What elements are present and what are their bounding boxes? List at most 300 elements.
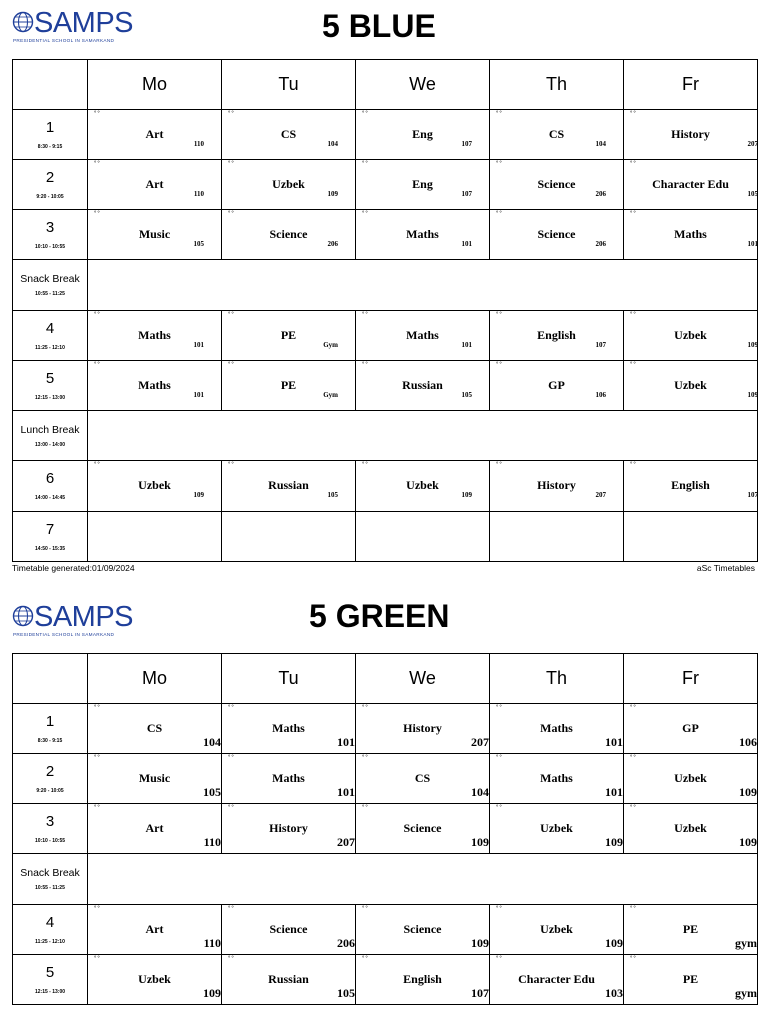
period-cell <box>13 804 88 854</box>
lesson-marker: °° <box>630 956 637 962</box>
lesson-room: 107 <box>595 341 606 349</box>
lesson-room: 109 <box>193 491 204 499</box>
lesson-cell[interactable] <box>356 754 490 804</box>
lesson-subject: CS <box>548 127 565 141</box>
lesson-cell[interactable] <box>624 704 758 754</box>
lesson-room: 109 <box>739 785 757 799</box>
period-cell <box>13 955 88 1005</box>
lesson-room: 109 <box>461 491 472 499</box>
lesson-subject: Maths <box>674 227 707 241</box>
globe-icon <box>12 604 34 628</box>
lesson-subject: Maths <box>406 227 439 241</box>
lesson-marker: °° <box>496 312 503 318</box>
period-row <box>13 754 758 804</box>
period-time: 14:00 - 14:45 <box>34 495 66 501</box>
period-time: 9:20 - 10:05 <box>36 787 64 794</box>
lesson-cell[interactable] <box>490 804 624 854</box>
lesson-room: 109 <box>739 835 757 849</box>
lesson-room: 104 <box>203 735 221 749</box>
corner-cell <box>13 60 88 110</box>
period-time: 14:50 - 15:35 <box>34 545 66 552</box>
period-number: 1 <box>45 118 55 136</box>
day-header-fr: Fr <box>624 654 758 704</box>
period-number: 2 <box>45 168 55 186</box>
lesson-subject: Music <box>138 771 171 785</box>
period-cell <box>13 905 88 955</box>
lesson-cell[interactable] <box>88 110 222 160</box>
lesson-cell[interactable] <box>222 160 356 210</box>
period-time: 8:30 - 9:15 <box>37 737 63 744</box>
lesson-cell[interactable] <box>624 110 758 160</box>
class-title: 5 BLUE <box>322 8 436 44</box>
lesson-subject: History <box>671 127 710 141</box>
lesson-marker: °° <box>630 111 637 117</box>
lesson-subject: Art <box>145 127 164 141</box>
lesson-cell[interactable] <box>624 754 758 804</box>
lesson-subject: History <box>537 478 576 492</box>
lesson-cell[interactable] <box>222 361 356 411</box>
timetable-generated-note: Timetable generated:01/09/2024 <box>12 563 135 573</box>
lesson-cell[interactable] <box>490 905 624 955</box>
period-row <box>13 110 758 160</box>
timetable-grid <box>12 59 758 562</box>
period-time: 12:15 - 13:00 <box>34 988 66 995</box>
lesson-marker: °° <box>228 111 235 117</box>
logo-subtitle: PRESIDENTIAL SCHOOL IN SAMARKAND <box>13 632 115 637</box>
lesson-marker: °° <box>94 362 101 368</box>
lesson-subject: Uzbek <box>674 821 707 835</box>
lesson-marker: °° <box>362 111 369 117</box>
period-cell <box>13 754 88 804</box>
lesson-cell[interactable] <box>88 955 222 1005</box>
lesson-room: 207 <box>595 491 606 499</box>
lesson-cell[interactable] <box>88 512 222 562</box>
period-cell <box>13 361 88 411</box>
lesson-cell[interactable] <box>222 461 356 512</box>
break-label: Lunch Break <box>20 423 80 436</box>
lesson-cell[interactable] <box>222 311 356 361</box>
lesson-cell[interactable] <box>88 160 222 210</box>
lesson-room: 109 <box>747 391 758 399</box>
lesson-room: 101 <box>605 785 623 799</box>
lesson-marker: °° <box>630 211 637 217</box>
lesson-subject: Uzbek <box>272 177 305 191</box>
lesson-marker: °° <box>496 906 503 912</box>
lesson-marker: °° <box>228 906 235 912</box>
lesson-cell[interactable] <box>624 160 758 210</box>
lesson-marker: °° <box>496 111 503 117</box>
lesson-room: 101 <box>461 240 472 248</box>
lesson-cell[interactable] <box>624 361 758 411</box>
lesson-subject: Eng <box>412 177 433 191</box>
period-number: 1 <box>45 712 55 730</box>
lesson-cell[interactable] <box>624 955 758 1005</box>
period-row <box>13 461 758 512</box>
lesson-subject: Character Edu <box>652 177 729 191</box>
lesson-room: 206 <box>337 936 355 950</box>
lesson-subject: Maths <box>406 328 439 342</box>
lesson-subject: Art <box>145 922 164 936</box>
lesson-marker: °° <box>228 462 235 468</box>
lesson-subject: Maths <box>272 721 305 735</box>
lesson-subject: Art <box>145 821 164 835</box>
period-time: 12:15 - 13:00 <box>34 394 66 401</box>
period-cell <box>13 160 88 210</box>
period-row <box>13 955 758 1005</box>
lesson-subject: Maths <box>272 771 305 785</box>
lesson-marker: °° <box>362 362 369 368</box>
lesson-cell[interactable] <box>88 804 222 854</box>
lesson-marker: °° <box>496 211 503 217</box>
lesson-marker: °° <box>630 312 637 318</box>
period-row <box>13 210 758 260</box>
school-logo <box>12 7 134 44</box>
break-label-cell <box>13 260 88 311</box>
lesson-marker: °° <box>228 211 235 217</box>
lesson-subject: Maths <box>138 328 171 342</box>
lesson-marker: °° <box>630 362 637 368</box>
lesson-marker: °° <box>94 111 101 117</box>
lesson-marker: °° <box>496 161 503 167</box>
lesson-cell[interactable] <box>88 905 222 955</box>
break-time: 10:55 - 11:25 <box>35 291 65 297</box>
break-time: 13:00 - 14:00 <box>34 441 66 448</box>
period-time: 11:25 - 12:10 <box>35 938 65 945</box>
lesson-marker: °° <box>362 705 369 711</box>
lesson-subject: Maths <box>138 378 171 392</box>
period-cell <box>13 110 88 160</box>
period-cell <box>13 512 88 562</box>
lesson-subject: History <box>269 821 308 835</box>
lesson-subject: English <box>403 972 442 986</box>
day-header-tu: Tu <box>222 60 356 110</box>
lesson-subject: English <box>671 478 710 492</box>
lesson-cell[interactable] <box>356 361 490 411</box>
lesson-cell[interactable] <box>88 704 222 754</box>
lesson-room: 101 <box>337 735 355 749</box>
lesson-marker: °° <box>362 956 369 962</box>
corner-cell <box>13 654 88 704</box>
lesson-cell[interactable] <box>490 110 624 160</box>
lesson-room: 206 <box>595 240 606 248</box>
lesson-marker: °° <box>496 362 503 368</box>
lesson-cell[interactable] <box>490 160 624 210</box>
lesson-subject: Uzbek <box>540 821 573 835</box>
lesson-cell[interactable] <box>222 704 356 754</box>
lesson-cell[interactable] <box>356 512 490 562</box>
lesson-marker: °° <box>228 755 235 761</box>
period-number: 4 <box>45 319 55 337</box>
lesson-cell[interactable] <box>624 512 758 562</box>
lesson-room: gym <box>735 936 757 950</box>
lesson-cell[interactable] <box>624 905 758 955</box>
lesson-cell[interactable] <box>490 512 624 562</box>
period-time: 8:30 - 9:15 <box>37 143 63 150</box>
period-row <box>13 361 758 411</box>
lesson-marker: °° <box>228 956 235 962</box>
lesson-cell[interactable] <box>222 110 356 160</box>
lesson-marker: °° <box>630 705 637 711</box>
lesson-room: 109 <box>605 835 623 849</box>
lesson-room: 107 <box>471 986 489 1000</box>
class-title: 5 GREEN <box>309 598 450 634</box>
period-cell <box>13 704 88 754</box>
break-row <box>13 411 758 461</box>
period-number: 3 <box>45 812 55 830</box>
lesson-marker: °° <box>228 705 235 711</box>
lesson-marker: °° <box>630 462 637 468</box>
break-span <box>88 854 758 905</box>
lesson-cell[interactable] <box>624 804 758 854</box>
day-header-tu: Tu <box>222 654 356 704</box>
lesson-cell[interactable] <box>490 361 624 411</box>
lesson-room: 105 <box>327 491 338 499</box>
lesson-subject: Character Edu <box>518 972 595 986</box>
lesson-cell[interactable] <box>490 754 624 804</box>
lesson-marker: °° <box>496 805 503 811</box>
break-row <box>13 260 758 311</box>
lesson-subject: CS <box>146 721 163 735</box>
lesson-room: 101 <box>605 735 623 749</box>
period-time: 10:10 - 10:55 <box>34 243 66 250</box>
lesson-room: 110 <box>203 835 221 849</box>
lesson-room: 105 <box>203 785 221 799</box>
lesson-room: 109 <box>471 936 489 950</box>
break-label-cell <box>13 411 88 461</box>
lesson-subject: Music <box>138 227 171 241</box>
lesson-room: 101 <box>193 341 204 349</box>
lesson-marker: °° <box>496 755 503 761</box>
lesson-cell[interactable] <box>490 461 624 512</box>
lesson-subject: PE <box>280 378 297 392</box>
lesson-cell[interactable] <box>624 311 758 361</box>
logo-subtitle: PRESIDENTIAL SCHOOL IN SAMARKAND <box>13 38 115 43</box>
break-time: 10:55 - 11:25 <box>35 885 65 891</box>
lesson-subject: Russian <box>402 378 443 392</box>
lesson-marker: °° <box>94 462 101 468</box>
lesson-room: 104 <box>595 140 606 148</box>
lesson-room: 107 <box>461 140 472 148</box>
lesson-subject: Uzbek <box>406 478 439 492</box>
asc-credit: aSc Timetables <box>696 563 755 573</box>
lesson-cell[interactable] <box>222 905 356 955</box>
period-number: 3 <box>45 218 55 236</box>
lesson-room: 105 <box>461 391 472 399</box>
lesson-cell[interactable] <box>88 361 222 411</box>
day-header-row <box>13 60 758 110</box>
lesson-subject: Uzbek <box>138 972 171 986</box>
lesson-cell[interactable] <box>88 461 222 512</box>
lesson-subject: Eng <box>412 127 433 141</box>
lesson-marker: °° <box>362 312 369 318</box>
lesson-marker: °° <box>496 705 503 711</box>
lesson-room: 105 <box>747 190 758 198</box>
lesson-cell[interactable] <box>490 311 624 361</box>
lesson-cell[interactable] <box>490 210 624 260</box>
period-row <box>13 512 758 562</box>
lesson-cell[interactable] <box>88 210 222 260</box>
lesson-room: 109 <box>747 341 758 349</box>
lesson-subject: Uzbek <box>138 478 171 492</box>
lesson-subject: PE <box>682 922 699 936</box>
lesson-subject: Science <box>403 821 442 835</box>
timetable-2 <box>0 594 768 1024</box>
timetable-grid <box>12 653 758 1005</box>
lesson-room: 109 <box>605 936 623 950</box>
lesson-marker: °° <box>228 362 235 368</box>
lesson-room: 107 <box>747 491 758 499</box>
break-label-cell <box>13 854 88 905</box>
period-cell <box>13 210 88 260</box>
lesson-cell[interactable] <box>356 311 490 361</box>
lesson-subject: History <box>403 721 442 735</box>
lesson-room: 109 <box>327 190 338 198</box>
lesson-cell[interactable] <box>356 905 490 955</box>
lesson-room: 105 <box>193 240 204 248</box>
lesson-cell[interactable] <box>356 110 490 160</box>
period-cell <box>13 461 88 512</box>
lesson-room: 206 <box>327 240 338 248</box>
day-header-mo: Mo <box>88 60 222 110</box>
lesson-cell[interactable] <box>490 955 624 1005</box>
lesson-room: 107 <box>461 190 472 198</box>
lesson-cell[interactable] <box>356 160 490 210</box>
lesson-subject: Science <box>269 922 308 936</box>
lesson-marker: °° <box>228 805 235 811</box>
lesson-cell[interactable] <box>88 311 222 361</box>
lesson-cell[interactable] <box>624 210 758 260</box>
day-header-row <box>13 654 758 704</box>
lesson-subject: Russian <box>268 972 309 986</box>
lesson-cell[interactable] <box>356 704 490 754</box>
lesson-marker: °° <box>496 956 503 962</box>
lesson-cell[interactable] <box>222 754 356 804</box>
lesson-room: Gym <box>323 391 338 399</box>
lesson-cell[interactable] <box>88 754 222 804</box>
lesson-room: 207 <box>747 140 758 148</box>
lesson-subject: Russian <box>268 478 309 492</box>
lesson-room: 104 <box>471 785 489 799</box>
lesson-subject: Uzbek <box>674 771 707 785</box>
break-label: Snack Break <box>20 273 80 285</box>
lesson-room: 110 <box>193 140 204 148</box>
lesson-marker: °° <box>630 805 637 811</box>
day-header-th: Th <box>490 60 624 110</box>
lesson-marker: °° <box>362 161 369 167</box>
lesson-marker: °° <box>94 312 101 318</box>
lesson-subject: Science <box>403 922 442 936</box>
day-header-we: We <box>356 654 490 704</box>
period-number: 4 <box>45 913 55 931</box>
lesson-cell[interactable] <box>356 461 490 512</box>
lesson-cell[interactable] <box>222 512 356 562</box>
period-number: 5 <box>45 963 55 981</box>
period-number: 5 <box>45 369 55 387</box>
lesson-marker: °° <box>630 906 637 912</box>
lesson-cell[interactable] <box>356 210 490 260</box>
lesson-cell[interactable] <box>222 955 356 1005</box>
lesson-room: 207 <box>337 835 355 849</box>
lesson-room: 109 <box>471 835 489 849</box>
day-header-fr: Fr <box>624 60 758 110</box>
lesson-marker: °° <box>228 161 235 167</box>
lesson-marker: °° <box>362 755 369 761</box>
period-time: 10:10 - 10:55 <box>34 837 66 844</box>
lesson-subject: Art <box>145 177 164 191</box>
lesson-marker: °° <box>496 462 503 468</box>
day-header-mo: Mo <box>88 654 222 704</box>
period-number: 6 <box>45 470 55 487</box>
lesson-cell[interactable] <box>222 804 356 854</box>
break-span <box>88 411 758 461</box>
lesson-room: 105 <box>337 986 355 1000</box>
lesson-subject: English <box>537 328 576 342</box>
lesson-subject: PE <box>280 328 297 342</box>
break-span <box>88 260 758 311</box>
lesson-room: 101 <box>337 785 355 799</box>
school-logo <box>12 601 134 638</box>
lesson-room: 110 <box>203 936 221 950</box>
lesson-subject: Science <box>537 177 576 191</box>
lesson-marker: °° <box>362 211 369 217</box>
lesson-room: 101 <box>747 240 758 248</box>
lesson-room: 110 <box>193 190 204 198</box>
period-number: 7 <box>45 520 55 538</box>
period-row <box>13 704 758 754</box>
day-header-th: Th <box>490 654 624 704</box>
lesson-marker: °° <box>228 312 235 318</box>
period-row <box>13 905 758 955</box>
period-cell <box>13 311 88 361</box>
lesson-marker: °° <box>94 161 101 167</box>
period-time: 9:20 - 10:05 <box>36 193 64 200</box>
lesson-subject: Uzbek <box>674 378 707 392</box>
period-row <box>13 311 758 361</box>
lesson-marker: °° <box>362 462 369 468</box>
lesson-room: Gym <box>323 341 338 349</box>
lesson-subject: GP <box>548 378 565 392</box>
lesson-marker: °° <box>630 161 637 167</box>
lesson-cell[interactable] <box>222 210 356 260</box>
lesson-marker: °° <box>362 805 369 811</box>
lesson-cell[interactable] <box>490 704 624 754</box>
lesson-marker: °° <box>94 805 101 811</box>
lesson-marker: °° <box>362 906 369 912</box>
lesson-subject: Uzbek <box>540 922 573 936</box>
lesson-subject: Science <box>537 227 576 241</box>
lesson-room: 109 <box>203 986 221 1000</box>
lesson-marker: °° <box>94 705 101 711</box>
lesson-marker: °° <box>94 755 101 761</box>
lesson-room: 106 <box>739 735 757 749</box>
lesson-subject: Maths <box>540 771 573 785</box>
lesson-cell[interactable] <box>624 461 758 512</box>
period-row <box>13 804 758 854</box>
globe-icon <box>12 10 34 34</box>
lesson-subject: CS <box>280 127 297 141</box>
break-row <box>13 854 758 905</box>
lesson-subject: GP <box>682 721 699 735</box>
lesson-marker: °° <box>94 956 101 962</box>
day-header-we: We <box>356 60 490 110</box>
lesson-marker: °° <box>630 755 637 761</box>
lesson-room: 103 <box>605 986 623 1000</box>
lesson-cell[interactable] <box>356 955 490 1005</box>
lesson-room: 101 <box>461 341 472 349</box>
lesson-cell[interactable] <box>356 804 490 854</box>
lesson-subject: Uzbek <box>674 328 707 342</box>
logo-wordmark: SAMPS <box>34 601 134 633</box>
